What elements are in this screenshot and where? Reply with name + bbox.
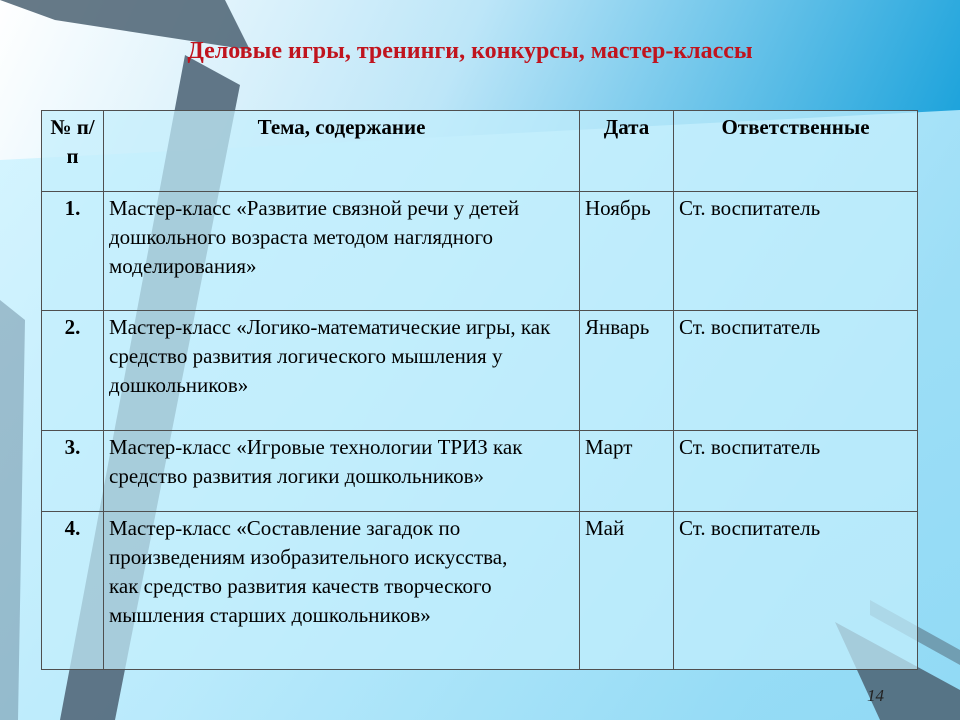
row-date: Март	[580, 430, 674, 511]
header-number: № п/п	[42, 111, 104, 192]
row-topic: Мастер-класс «Игровые технологии ТРИЗ как средство развития логики дошкольников»	[104, 430, 580, 511]
row-topic: Мастер-класс «Составление загадок по произведениям изобразительного искусства, как средство развития качеств творческого мышления старших дошкольников»	[104, 511, 580, 669]
row-responsible: Ст. воспитатель	[674, 430, 918, 511]
row-responsible: Ст. воспитатель	[674, 311, 918, 431]
table-header-row	[42, 111, 918, 192]
slide-title: Деловые игры, тренинги, конкурсы, мастер-классы	[187, 38, 753, 64]
row-date: Январь	[580, 311, 674, 431]
row-date: Май	[580, 511, 674, 669]
page-number: 14	[867, 686, 884, 705]
row-number: 2.	[42, 311, 104, 431]
table-row	[42, 311, 918, 431]
table-row	[42, 430, 918, 511]
table-row	[42, 511, 918, 669]
row-responsible: Ст. воспитатель	[674, 191, 918, 311]
header-date: Дата	[580, 111, 674, 192]
header-topic: Тема, содержание	[104, 111, 580, 192]
row-responsible: Ст. воспитатель	[674, 511, 918, 669]
row-topic: Мастер-класс «Развитие связной речи у детей дошкольного возраста методом наглядного моделирования»	[104, 191, 580, 311]
row-topic: Мастер-класс «Логико-математические игры, как средство развития логического мышления у дошкольников»	[104, 311, 580, 431]
schedule-table	[41, 110, 918, 670]
table-row	[42, 191, 918, 311]
row-date: Ноябрь	[580, 191, 674, 311]
header-responsible: Ответственные	[674, 111, 918, 192]
row-number: 3.	[42, 430, 104, 511]
row-number: 4.	[42, 511, 104, 669]
row-number: 1.	[42, 191, 104, 311]
